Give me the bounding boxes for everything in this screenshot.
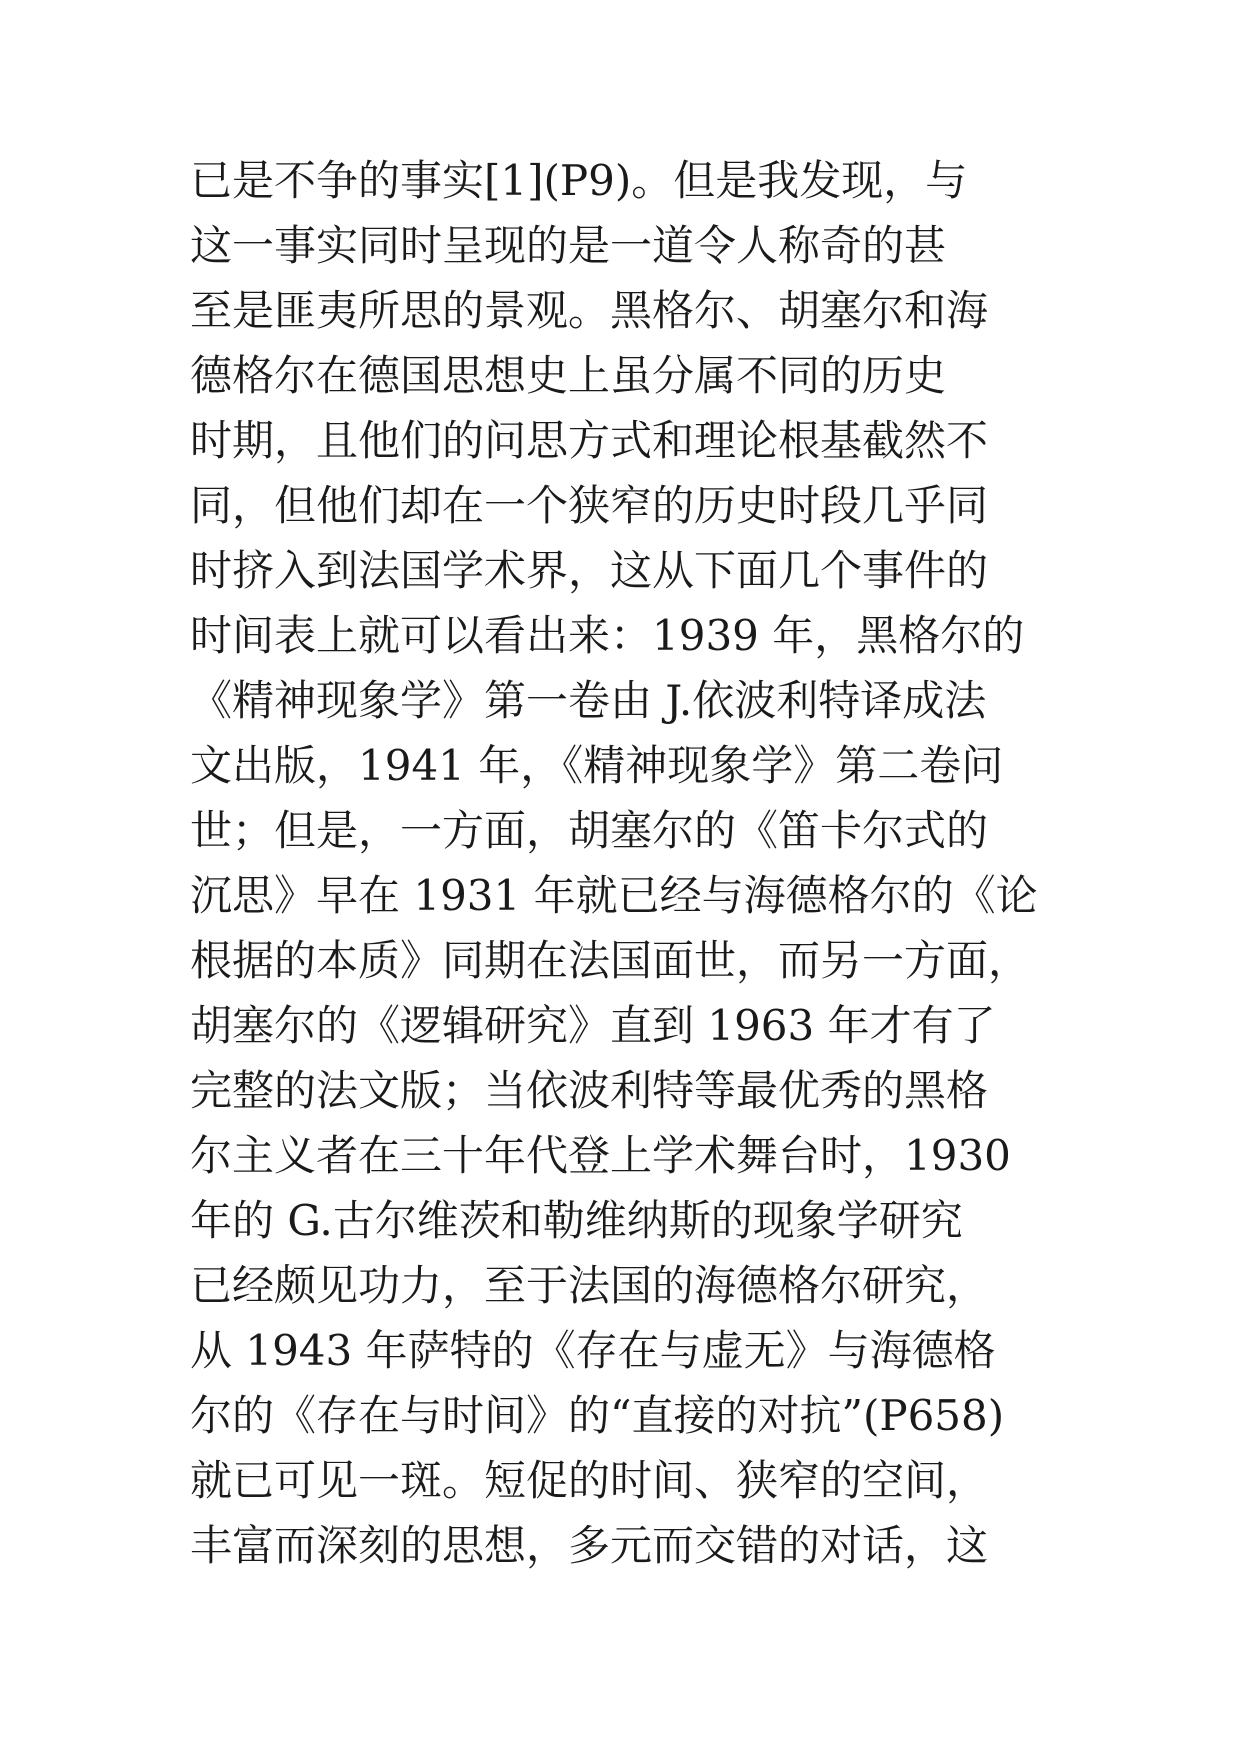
text-line: 文出版，1941 年，《精神现象学》第二卷问 <box>190 741 1004 790</box>
text-line: 世；但是，一方面，胡塞尔的《笛卡尔式的 <box>190 806 989 855</box>
text-line: 尔的《存在与时间》的“直接的对抗”(P658) <box>190 1391 1005 1440</box>
body-paragraph <box>190 148 1070 1578</box>
text-line: 年的 G.古尔维茨和勒维纳斯的现象学研究 <box>190 1196 963 1245</box>
text-line: 时挤入到法国学术界，这从下面几个事件的 <box>190 546 989 595</box>
text-line: 尔主义者在三十年代登上学术舞台时，1930 <box>190 1131 1011 1180</box>
text-line: 从 1943 年萨特的《存在与虚无》与海德格 <box>190 1326 996 1375</box>
text-line: 时期，且他们的问思方式和理论根基截然不 <box>190 416 989 465</box>
text-line: 丰富而深刻的思想，多元而交错的对话，这 <box>190 1521 989 1570</box>
text-line: 根据的本质》同期在法国面世，而另一方面， <box>190 936 1031 985</box>
text-line: 就已可见一斑。短促的时间、狭窄的空间， <box>190 1456 989 1505</box>
text-line: 《精神现象学》第一卷由 J.依波利特译成法 <box>190 676 987 725</box>
text-line: 已经颇见功力，至于法国的海德格尔研究， <box>190 1261 989 1310</box>
text-line: 时间表上就可以看出来：1939 年，黑格尔的 <box>190 611 1025 660</box>
text-line: 德格尔在德国思想史上虽分属不同的历史 <box>190 351 947 400</box>
text-line: 至是匪夷所思的景观。黑格尔、胡塞尔和海 <box>190 286 989 335</box>
text-line: 同，但他们却在一个狭窄的历史时段几乎同 <box>190 481 989 530</box>
text-line: 已是不争的事实[1](P9)。但是我发现，与 <box>190 156 968 205</box>
text-line: 这一事实同时呈现的是一道令人称奇的甚 <box>190 221 947 270</box>
text-line: 完整的法文版；当依波利特等最优秀的黑格 <box>190 1066 989 1115</box>
text-line: 沉思》早在 1931 年就已经与海德格尔的《论 <box>190 871 1038 920</box>
text-line: 胡塞尔的《逻辑研究》直到 1963 年才有了 <box>190 1001 996 1050</box>
